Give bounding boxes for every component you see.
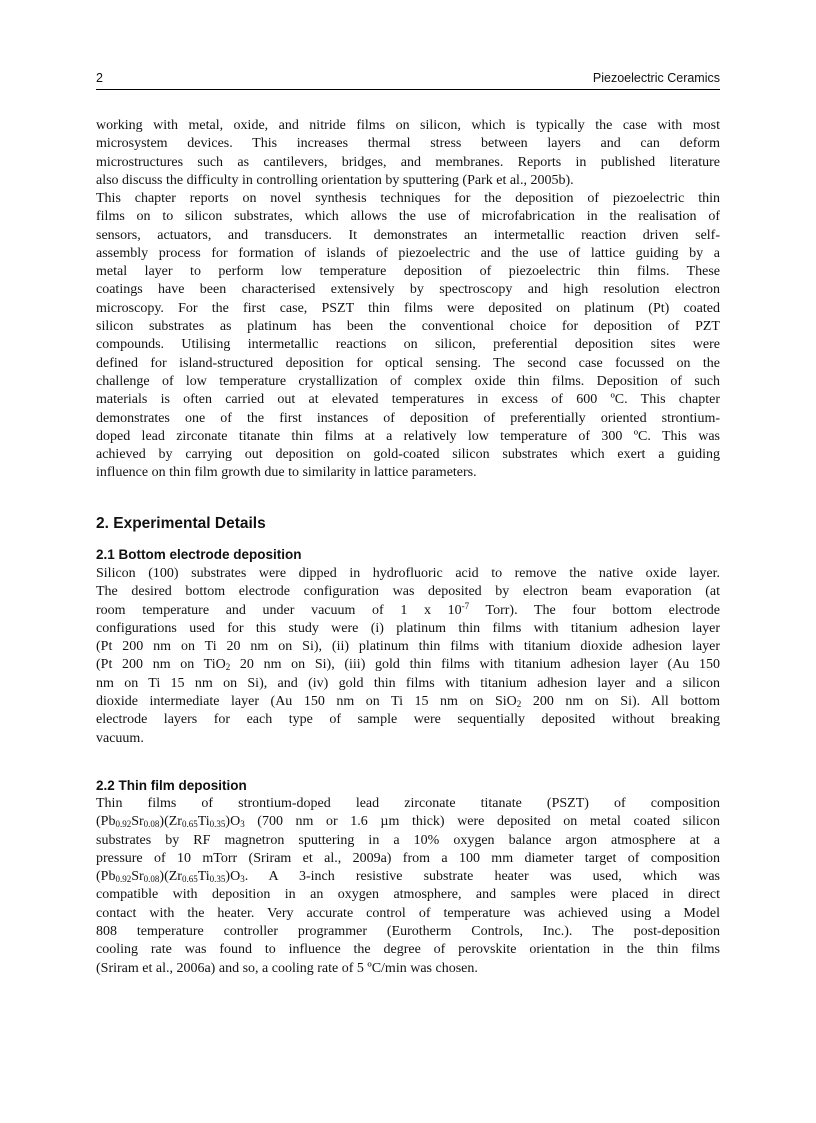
text-line: configurations used for this study were (i) platinum thin films with titanium adhesion layer	[96, 620, 720, 636]
thin-film-paragraph	[96, 795, 720, 978]
text-line: vacuum.	[96, 730, 144, 746]
superscript: -7	[461, 601, 470, 611]
subscript: 3	[240, 874, 245, 885]
text-run: . A 3-inch resistive substrate heater was used, which was	[244, 869, 720, 885]
text-run: Ti	[197, 869, 210, 885]
text-line: assembly process for formation of islands of piezoelectric and the use of lattice guiding by a	[96, 245, 720, 261]
text-run: (700 nm or 1.6 µm thick) were deposited on metal coated silicon	[244, 814, 720, 830]
text-run: 20 nm on Si), (iii) gold thin films with titanium adhesion layer (Au 150	[230, 657, 720, 673]
text-run: 200 nm on Si). All bottom	[521, 694, 720, 710]
text-line	[96, 602, 720, 620]
section-heading: 2. Experimental Details	[96, 515, 266, 532]
text-line: (Sriram et al., 2006a) and so, a cooling rate of 5 ºC/min was chosen.	[96, 960, 478, 976]
text-run: (Pb	[96, 814, 116, 830]
text-line: working with metal, oxide, and nitride films on silicon, which is typically the case with most	[96, 118, 720, 133]
text-run: )(Zr	[159, 869, 182, 885]
text-line: Silicon (100) substrates were dipped in hydrofluoric acid to remove the native oxide layer.	[96, 566, 720, 581]
text-line: challenge of low temperature crystallization of complex oxide thin films. Deposition of such	[96, 373, 720, 389]
text-line: microstructures such as cantilevers, bridges, and membranes. Reports in published literature	[96, 154, 720, 170]
text-line	[96, 693, 720, 711]
text-line: contact with the heater. Very accurate control of temperature was achieved using a Model	[96, 905, 720, 921]
subscript: 0.08	[143, 874, 160, 885]
text-line: also discuss the difficulty in controlling orientation by sputtering (Park et al., 2005b).	[96, 172, 574, 188]
text-line: cooling rate was found to influence the degree of perovskite orientation in the thin films	[96, 942, 720, 958]
text-line: demonstrates one of the first instances of deposition of preferentially oriented strontium-	[96, 410, 720, 426]
intro-paragraph-2	[96, 190, 720, 483]
text-run: room temperature and under vacuum of 1 x 10	[96, 602, 462, 618]
text-line: pressure of 10 mTorr (Sriram et al., 2009a) from a 100 mm diameter target of composition	[96, 850, 720, 866]
text-line: metal layer to perform low temperature deposition of piezoelectric thin films. These	[96, 264, 720, 280]
subscript: 2	[225, 662, 231, 673]
text-line: materials is often carried out at elevated temperatures in excess of 600 ºC. This chapter	[96, 392, 720, 408]
text-line: (Pt 200 nm on Ti 20 nm on Si), (ii) platinum thin films with titanium dioxide adhesion layer	[96, 639, 720, 655]
text-line: silicon substrates as platinum has been the conventional choice for deposition of PZT	[96, 319, 720, 335]
subsection-heading-2-1: 2.1 Bottom electrode deposition	[96, 547, 302, 562]
text-line	[96, 813, 720, 831]
text-line: nm on Ti 15 nm on Si), and (iv) gold thin films with titanium adhesion layer and a silicon	[96, 675, 720, 691]
subscript: 0.65	[181, 819, 198, 830]
intro-paragraph-1	[96, 117, 720, 190]
text-line: sensors, actuators, and transducers. It demonstrates an intermetallic reaction driven self-	[96, 227, 720, 243]
text-line: electrode layers for each type of sample were sequentially deposited without breaking	[96, 712, 720, 728]
text-line: defined for island-structured deposition for optical sensing. The second case focussed on the	[96, 355, 720, 371]
text-line: films on to silicon substrates, which allows the use of microfabrication in the realisation of	[96, 209, 720, 225]
running-title: Piezoelectric Ceramics	[592, 71, 720, 85]
text-line: Thin films of strontium-doped lead zirconate titanate (PSZT) of composition	[96, 796, 720, 811]
text-line: coatings have been characterised extensively by spectroscopy and high resolution electron	[96, 282, 720, 298]
text-run: Ti	[197, 814, 210, 830]
text-line: The desired bottom electrode configuration was deposited by electron beam evaporation (at	[96, 584, 720, 600]
text-line: This chapter reports on novel synthesis techniques for the deposition of piezoelectric thin	[96, 191, 720, 206]
text-line	[96, 656, 720, 674]
subscript: 3	[240, 819, 245, 830]
text-run: Torr). The four bottom electrode	[469, 602, 720, 618]
subscript: 0.35	[209, 819, 226, 830]
text-run: dioxide intermediate layer (Au 150 nm on Ti 15 nm on SiO	[96, 694, 517, 710]
text-run: (Pt 200 nm on TiO	[96, 657, 226, 673]
subscript: 2	[516, 699, 522, 710]
text-line: compounds. Utilising intermetallic reactions on silicon, preferential deposition sites were	[96, 337, 720, 353]
text-line: microsystem devices. This increases thermal stress between layers and can deform	[96, 136, 720, 152]
subscript: 0.92	[115, 874, 132, 885]
text-line: doped lead zirconate titanate thin films at a relatively low temperature of 300 ºC. This was	[96, 428, 720, 444]
bottom-electrode-paragraph	[96, 565, 720, 748]
subscript: 0.65	[181, 874, 198, 885]
text-line: substrates by RF magnetron sputtering in a 10% oxygen balance argon atmosphere at a	[96, 832, 720, 848]
text-line	[96, 868, 720, 886]
text-line: influence on thin film growth due to similarity in lattice parameters.	[96, 465, 477, 481]
subsection-heading-2-2: 2.2 Thin film deposition	[96, 778, 247, 793]
text-run: )O	[225, 814, 241, 830]
subscript: 0.35	[209, 874, 226, 885]
text-run: )O	[225, 869, 241, 885]
text-run: (Pb	[96, 869, 116, 885]
text-line: 808 temperature controller programmer (Eurotherm Controls, Inc.). The post-deposition	[96, 924, 720, 940]
text-run: )(Zr	[159, 814, 182, 830]
text-line: achieved by carrying out deposition on gold-coated silicon substrates which exert a guiding	[96, 447, 720, 463]
page-header	[96, 71, 720, 90]
text-line: microscopy. For the first case, PSZT thin films were deposited on platinum (Pt) coated	[96, 300, 720, 316]
text-run: Sr	[131, 869, 144, 885]
subscript: 0.08	[143, 819, 160, 830]
text-line: compatible with deposition in an oxygen atmosphere, and samples were placed in direct	[96, 887, 720, 903]
page-number: 2	[96, 71, 103, 85]
subscript: 0.92	[115, 819, 132, 830]
text-run: Sr	[131, 814, 144, 830]
